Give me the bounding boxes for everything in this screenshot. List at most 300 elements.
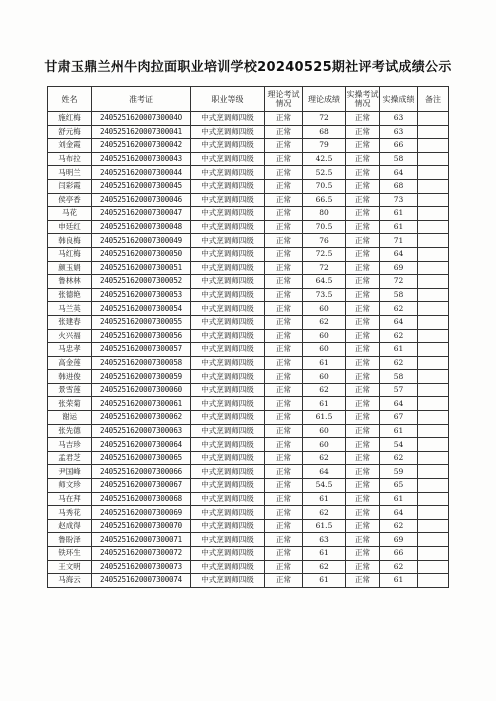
name-cell: 马忠孝 — [48, 343, 92, 357]
table-row — [48, 261, 449, 275]
theory-status-cell: 正常 — [265, 288, 303, 302]
level-cell: 中式烹调师四级 — [191, 438, 265, 452]
level-cell: 中式烹调师四级 — [191, 247, 265, 261]
exam-id-cell: 2405251620007300047 — [92, 207, 191, 221]
table-row — [48, 302, 449, 316]
note-cell — [418, 220, 449, 234]
exam-id-cell: 2405251620007300051 — [92, 261, 191, 275]
practice-score-cell: 61 — [380, 343, 418, 357]
practice-score-cell: 72 — [380, 275, 418, 289]
level-cell: 中式烹调师四级 — [191, 465, 265, 479]
theory-score-cell: 60 — [303, 370, 346, 384]
name-cell: 马吉珍 — [48, 438, 92, 452]
practice-status-cell: 正常 — [346, 179, 380, 193]
note-cell — [418, 166, 449, 180]
theory-score-cell: 80 — [303, 207, 346, 221]
practice-score-cell: 62 — [380, 329, 418, 343]
practice-score-cell: 63 — [380, 112, 418, 126]
exam-id-cell: 2405251620007300045 — [92, 179, 191, 193]
theory-score-cell: 60 — [303, 329, 346, 343]
theory-score-cell: 72.5 — [303, 247, 346, 261]
practice-score-cell: 73 — [380, 193, 418, 207]
level-cell: 中式烹调师四级 — [191, 234, 265, 248]
level-cell: 中式烹调师四级 — [191, 152, 265, 166]
level-cell: 中式烹调师四级 — [191, 479, 265, 493]
theory-status-cell: 正常 — [265, 424, 303, 438]
table-row — [48, 438, 449, 452]
table-row — [48, 451, 449, 465]
note-cell — [418, 261, 449, 275]
theory-status-cell: 正常 — [265, 139, 303, 153]
level-cell: 中式烹调师四级 — [191, 275, 265, 289]
practice-status-cell: 正常 — [346, 207, 380, 221]
note-cell — [418, 112, 449, 126]
theory-status-cell: 正常 — [265, 329, 303, 343]
header-practice-status: 实操考试情况 — [346, 87, 380, 112]
practice-score-cell: 71 — [380, 234, 418, 248]
theory-status-cell: 正常 — [265, 315, 303, 329]
name-cell: 马布拉 — [48, 152, 92, 166]
header-practice-score: 实操成绩 — [380, 87, 418, 112]
table-row — [48, 397, 449, 411]
exam-id-cell: 2405251620007300057 — [92, 343, 191, 357]
header-level: 职业等级 — [191, 87, 265, 112]
level-cell: 中式烹调师四级 — [191, 220, 265, 234]
practice-score-cell: 62 — [380, 519, 418, 533]
exam-id-cell: 2405251620007300059 — [92, 370, 191, 384]
note-cell — [418, 234, 449, 248]
name-cell: 张先德 — [48, 424, 92, 438]
note-cell — [418, 438, 449, 452]
theory-status-cell: 正常 — [265, 438, 303, 452]
theory-score-cell: 52.5 — [303, 166, 346, 180]
practice-score-cell: 62 — [380, 451, 418, 465]
level-cell: 中式烹调师四级 — [191, 506, 265, 520]
practice-score-cell: 64 — [380, 166, 418, 180]
theory-score-cell: 61.5 — [303, 519, 346, 533]
theory-status-cell: 正常 — [265, 411, 303, 425]
theory-status-cell: 正常 — [265, 179, 303, 193]
practice-score-cell: 54 — [380, 438, 418, 452]
table-row — [48, 547, 449, 561]
practice-status-cell: 正常 — [346, 275, 380, 289]
theory-score-cell: 61.5 — [303, 411, 346, 425]
practice-score-cell: 66 — [380, 547, 418, 561]
theory-status-cell: 正常 — [265, 506, 303, 520]
theory-status-cell: 正常 — [265, 125, 303, 139]
theory-score-cell: 68 — [303, 125, 346, 139]
practice-status-cell: 正常 — [346, 315, 380, 329]
note-cell — [418, 479, 449, 493]
level-cell: 中式烹调师四级 — [191, 574, 265, 588]
name-cell: 韩进俊 — [48, 370, 92, 384]
theory-status-cell: 正常 — [265, 451, 303, 465]
practice-score-cell: 58 — [380, 288, 418, 302]
practice-score-cell: 66 — [380, 139, 418, 153]
note-cell — [418, 125, 449, 139]
practice-status-cell: 正常 — [346, 411, 380, 425]
theory-score-cell: 62 — [303, 506, 346, 520]
theory-status-cell: 正常 — [265, 247, 303, 261]
theory-score-cell: 62 — [303, 560, 346, 574]
theory-status-cell: 正常 — [265, 547, 303, 561]
theory-score-cell: 79 — [303, 139, 346, 153]
name-cell: 赵成得 — [48, 519, 92, 533]
exam-id-cell: 2405251620007300074 — [92, 574, 191, 588]
table-row — [48, 247, 449, 261]
theory-status-cell: 正常 — [265, 234, 303, 248]
theory-score-cell: 61 — [303, 547, 346, 561]
theory-status-cell: 正常 — [265, 220, 303, 234]
note-cell — [418, 451, 449, 465]
exam-id-cell: 2405251620007300064 — [92, 438, 191, 452]
theory-score-cell: 72 — [303, 261, 346, 275]
table-row — [48, 315, 449, 329]
table-row — [48, 329, 449, 343]
name-cell: 景雪莲 — [48, 383, 92, 397]
table-header — [48, 87, 449, 112]
header-name: 姓名 — [48, 87, 92, 112]
note-cell — [418, 506, 449, 520]
theory-score-cell: 60 — [303, 343, 346, 357]
practice-status-cell: 正常 — [346, 193, 380, 207]
level-cell: 中式烹调师四级 — [191, 383, 265, 397]
practice-status-cell: 正常 — [346, 547, 380, 561]
table-row — [48, 193, 449, 207]
practice-status-cell: 正常 — [346, 220, 380, 234]
level-cell: 中式烹调师四级 — [191, 370, 265, 384]
note-cell — [418, 139, 449, 153]
name-cell: 申廷红 — [48, 220, 92, 234]
theory-status-cell: 正常 — [265, 397, 303, 411]
note-cell — [418, 397, 449, 411]
name-cell: 师文珍 — [48, 479, 92, 493]
exam-id-cell: 2405251620007300071 — [92, 533, 191, 547]
name-cell: 张德艳 — [48, 288, 92, 302]
name-cell: 马明兰 — [48, 166, 92, 180]
note-cell — [418, 207, 449, 221]
level-cell: 中式烹调师四级 — [191, 533, 265, 547]
theory-score-cell: 72 — [303, 112, 346, 126]
level-cell: 中式烹调师四级 — [191, 451, 265, 465]
practice-status-cell: 正常 — [346, 302, 380, 316]
note-cell — [418, 152, 449, 166]
level-cell: 中式烹调师四级 — [191, 329, 265, 343]
note-cell — [418, 370, 449, 384]
theory-score-cell: 63 — [303, 533, 346, 547]
practice-score-cell: 64 — [380, 247, 418, 261]
exam-id-cell: 2405251620007300067 — [92, 479, 191, 493]
page-title: 甘肃玉鼎兰州牛肉拉面职业培训学校20240525期社评考试成绩公示 — [44, 60, 452, 75]
exam-id-cell: 2405251620007300042 — [92, 139, 191, 153]
table-row — [48, 125, 449, 139]
practice-status-cell: 正常 — [346, 479, 380, 493]
practice-status-cell: 正常 — [346, 329, 380, 343]
practice-status-cell: 正常 — [346, 383, 380, 397]
name-cell: 谢运 — [48, 411, 92, 425]
exam-id-cell: 2405251620007300043 — [92, 152, 191, 166]
practice-score-cell: 61 — [380, 220, 418, 234]
table-row — [48, 533, 449, 547]
header-theory-score: 理论成绩 — [303, 87, 346, 112]
name-cell: 马兰英 — [48, 302, 92, 316]
table-row — [48, 479, 449, 493]
level-cell: 中式烹调师四级 — [191, 288, 265, 302]
name-cell: 火兴福 — [48, 329, 92, 343]
theory-score-cell: 73.5 — [303, 288, 346, 302]
note-cell — [418, 424, 449, 438]
practice-score-cell: 61 — [380, 574, 418, 588]
practice-score-cell: 68 — [380, 179, 418, 193]
practice-score-cell: 61 — [380, 207, 418, 221]
theory-score-cell: 60 — [303, 424, 346, 438]
practice-score-cell: 58 — [380, 152, 418, 166]
level-cell: 中式烹调师四级 — [191, 560, 265, 574]
name-cell: 鲁盼泽 — [48, 533, 92, 547]
name-cell: 施红梅 — [48, 112, 92, 126]
practice-score-cell: 58 — [380, 370, 418, 384]
theory-status-cell: 正常 — [265, 112, 303, 126]
note-cell — [418, 519, 449, 533]
exam-id-cell: 2405251620007300066 — [92, 465, 191, 479]
theory-status-cell: 正常 — [265, 166, 303, 180]
level-cell: 中式烹调师四级 — [191, 193, 265, 207]
note-cell — [418, 193, 449, 207]
practice-status-cell: 正常 — [346, 261, 380, 275]
theory-status-cell: 正常 — [265, 343, 303, 357]
level-cell: 中式烹调师四级 — [191, 302, 265, 316]
exam-id-cell: 2405251620007300055 — [92, 315, 191, 329]
exam-id-cell: 2405251620007300070 — [92, 519, 191, 533]
level-cell: 中式烹调师四级 — [191, 424, 265, 438]
name-cell: 张建春 — [48, 315, 92, 329]
name-cell: 铁环生 — [48, 547, 92, 561]
practice-status-cell: 正常 — [346, 139, 380, 153]
table-row — [48, 166, 449, 180]
practice-status-cell: 正常 — [346, 247, 380, 261]
header-note: 备注 — [418, 87, 449, 112]
theory-score-cell: 62 — [303, 451, 346, 465]
exam-id-cell: 2405251620007300072 — [92, 547, 191, 561]
practice-status-cell: 正常 — [346, 112, 380, 126]
practice-score-cell: 64 — [380, 506, 418, 520]
name-cell: 高金莲 — [48, 356, 92, 370]
exam-id-cell: 2405251620007300062 — [92, 411, 191, 425]
table-row — [48, 179, 449, 193]
note-cell — [418, 411, 449, 425]
practice-status-cell: 正常 — [346, 356, 380, 370]
table-row — [48, 560, 449, 574]
practice-status-cell: 正常 — [346, 152, 380, 166]
practice-score-cell: 62 — [380, 302, 418, 316]
theory-score-cell: 61 — [303, 492, 346, 506]
exam-id-cell: 2405251620007300046 — [92, 193, 191, 207]
practice-score-cell: 59 — [380, 465, 418, 479]
practice-status-cell: 正常 — [346, 125, 380, 139]
theory-status-cell: 正常 — [265, 152, 303, 166]
exam-id-cell: 2405251620007300050 — [92, 247, 191, 261]
exam-id-cell: 2405251620007300061 — [92, 397, 191, 411]
theory-score-cell: 70.5 — [303, 179, 346, 193]
exam-id-cell: 2405251620007300073 — [92, 560, 191, 574]
practice-score-cell: 69 — [380, 533, 418, 547]
level-cell: 中式烹调师四级 — [191, 125, 265, 139]
theory-status-cell: 正常 — [265, 275, 303, 289]
theory-status-cell: 正常 — [265, 519, 303, 533]
table-row — [48, 152, 449, 166]
level-cell: 中式烹调师四级 — [191, 356, 265, 370]
note-cell — [418, 302, 449, 316]
level-cell: 中式烹调师四级 — [191, 492, 265, 506]
exam-id-cell: 2405251620007300056 — [92, 329, 191, 343]
theory-score-cell: 70.5 — [303, 220, 346, 234]
level-cell: 中式烹调师四级 — [191, 139, 265, 153]
theory-status-cell: 正常 — [265, 560, 303, 574]
note-cell — [418, 465, 449, 479]
practice-score-cell: 62 — [380, 356, 418, 370]
name-cell: 尹国峰 — [48, 465, 92, 479]
name-cell: 鲁林林 — [48, 275, 92, 289]
practice-status-cell: 正常 — [346, 492, 380, 506]
level-cell: 中式烹调师四级 — [191, 547, 265, 561]
name-cell: 马在拜 — [48, 492, 92, 506]
exam-id-cell: 2405251620007300060 — [92, 383, 191, 397]
exam-id-cell: 2405251620007300044 — [92, 166, 191, 180]
theory-score-cell: 60 — [303, 302, 346, 316]
theory-score-cell: 60 — [303, 438, 346, 452]
header-row — [48, 87, 449, 112]
exam-id-cell: 2405251620007300068 — [92, 492, 191, 506]
name-cell: 马花 — [48, 207, 92, 221]
practice-status-cell: 正常 — [346, 560, 380, 574]
level-cell: 中式烹调师四级 — [191, 315, 265, 329]
practice-score-cell: 62 — [380, 560, 418, 574]
theory-status-cell: 正常 — [265, 574, 303, 588]
note-cell — [418, 356, 449, 370]
theory-status-cell: 正常 — [265, 207, 303, 221]
name-cell: 马红梅 — [48, 247, 92, 261]
table-row — [48, 383, 449, 397]
theory-status-cell: 正常 — [265, 370, 303, 384]
note-cell — [418, 329, 449, 343]
theory-score-cell: 61 — [303, 397, 346, 411]
name-cell: 侯亭香 — [48, 193, 92, 207]
table-row — [48, 411, 449, 425]
level-cell: 中式烹调师四级 — [191, 411, 265, 425]
table-row — [48, 424, 449, 438]
table-row — [48, 465, 449, 479]
level-cell: 中式烹调师四级 — [191, 207, 265, 221]
practice-score-cell: 64 — [380, 397, 418, 411]
level-cell: 中式烹调师四级 — [191, 519, 265, 533]
theory-score-cell: 61 — [303, 574, 346, 588]
practice-status-cell: 正常 — [346, 506, 380, 520]
name-cell: 闫彩霞 — [48, 179, 92, 193]
table-row — [48, 275, 449, 289]
table-row — [48, 220, 449, 234]
note-cell — [418, 288, 449, 302]
practice-status-cell: 正常 — [346, 574, 380, 588]
table-row — [48, 139, 449, 153]
note-cell — [418, 343, 449, 357]
note-cell — [418, 275, 449, 289]
theory-score-cell: 64.5 — [303, 275, 346, 289]
theory-status-cell: 正常 — [265, 479, 303, 493]
note-cell — [418, 560, 449, 574]
note-cell — [418, 547, 449, 561]
theory-score-cell: 61 — [303, 356, 346, 370]
name-cell: 王文明 — [48, 560, 92, 574]
name-cell: 张荣菊 — [48, 397, 92, 411]
note-cell — [418, 315, 449, 329]
note-cell — [418, 492, 449, 506]
theory-status-cell: 正常 — [265, 383, 303, 397]
theory-score-cell: 76 — [303, 234, 346, 248]
table-row — [48, 112, 449, 126]
theory-status-cell: 正常 — [265, 302, 303, 316]
practice-score-cell: 67 — [380, 411, 418, 425]
table-row — [48, 343, 449, 357]
practice-status-cell: 正常 — [346, 343, 380, 357]
exam-id-cell: 2405251620007300063 — [92, 424, 191, 438]
header-theory-status: 理论考试情况 — [265, 87, 303, 112]
table-row — [48, 519, 449, 533]
exam-id-cell: 2405251620007300058 — [92, 356, 191, 370]
name-cell: 韩良梅 — [48, 234, 92, 248]
exam-id-cell: 240525162000730004O — [92, 112, 191, 126]
practice-status-cell: 正常 — [346, 288, 380, 302]
exam-id-cell: 2405251620007300065 — [92, 451, 191, 465]
level-cell: 中式烹调师四级 — [191, 397, 265, 411]
table-row — [48, 370, 449, 384]
exam-id-cell: 2405251620007300053 — [92, 288, 191, 302]
table-row — [48, 234, 449, 248]
practice-score-cell: 61 — [380, 424, 418, 438]
practice-status-cell: 正常 — [346, 397, 380, 411]
exam-id-cell: 2405251620007300041 — [92, 125, 191, 139]
name-cell: 刘金霞 — [48, 139, 92, 153]
practice-score-cell: 57 — [380, 383, 418, 397]
practice-status-cell: 正常 — [346, 438, 380, 452]
practice-score-cell: 63 — [380, 125, 418, 139]
theory-status-cell: 正常 — [265, 356, 303, 370]
exam-id-cell: 2405251620007300054 — [92, 302, 191, 316]
grades-table — [47, 86, 449, 588]
table-row — [48, 207, 449, 221]
practice-status-cell: 正常 — [346, 519, 380, 533]
exam-id-cell: 2405251620007300069 — [92, 506, 191, 520]
level-cell: 中式烹调师四级 — [191, 343, 265, 357]
level-cell: 中式烹调师四级 — [191, 179, 265, 193]
level-cell: 中式烹调师四级 — [191, 261, 265, 275]
theory-status-cell: 正常 — [265, 533, 303, 547]
theory-score-cell: 54.5 — [303, 479, 346, 493]
level-cell: 中式烹调师四级 — [191, 166, 265, 180]
practice-status-cell: 正常 — [346, 370, 380, 384]
practice-status-cell: 正常 — [346, 451, 380, 465]
theory-score-cell: 62 — [303, 315, 346, 329]
practice-score-cell: 64 — [380, 315, 418, 329]
table-row — [48, 356, 449, 370]
name-cell: 马秀花 — [48, 506, 92, 520]
name-cell: 马海云 — [48, 574, 92, 588]
note-cell — [418, 179, 449, 193]
practice-status-cell: 正常 — [346, 166, 380, 180]
note-cell — [418, 383, 449, 397]
theory-status-cell: 正常 — [265, 492, 303, 506]
table-row — [48, 492, 449, 506]
practice-score-cell: 69 — [380, 261, 418, 275]
